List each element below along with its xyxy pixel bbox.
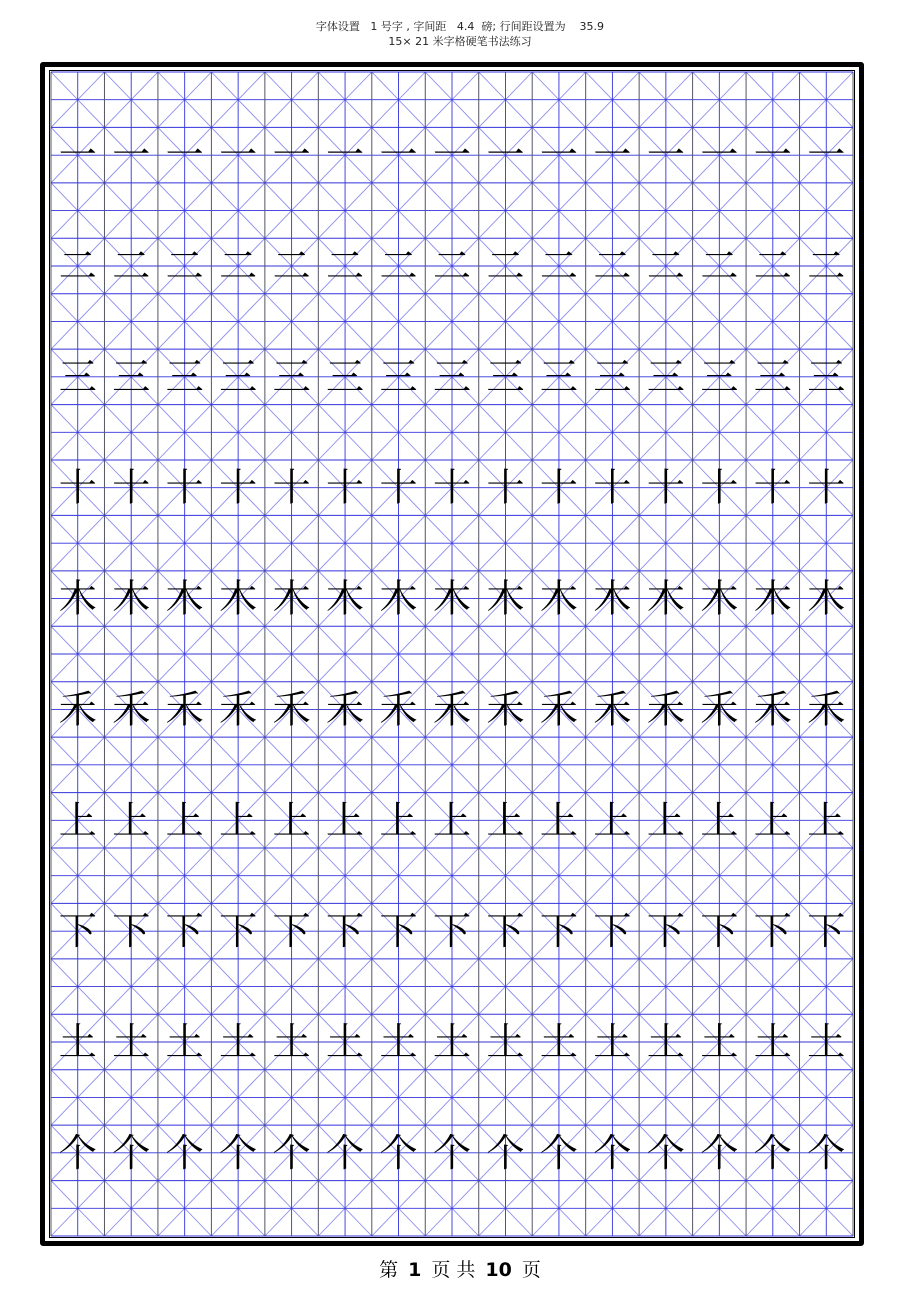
practice-character: 个 [807, 1130, 846, 1175]
practice-character: 下 [272, 909, 311, 954]
practice-character: 三 [700, 354, 739, 399]
practice-character: 三 [165, 354, 204, 399]
page-footer [0, 1257, 920, 1283]
practice-character: 土 [165, 1020, 204, 1064]
practice-character: 木 [58, 576, 97, 621]
practice-character: 禾 [807, 687, 846, 732]
practice-character: 十 [326, 465, 365, 510]
practice-character: 二 [272, 244, 311, 288]
practice-character: 木 [807, 576, 846, 621]
practice-character: 三 [646, 354, 685, 399]
practice-character: 上 [379, 798, 418, 843]
practice-character: 十 [58, 465, 97, 510]
practice-character: 二 [486, 244, 525, 288]
practice-character: 上 [593, 798, 632, 843]
practice-character: 木 [219, 576, 258, 621]
practice-character: 土 [753, 1020, 792, 1064]
header-line-1: 字体设置 1 号字 , 字间距 4.4 磅; 行间距设置为 35.9 [315, 20, 605, 33]
practice-character: 木 [432, 576, 472, 621]
practice-character: 十 [807, 465, 846, 510]
practice-character: 土 [432, 1020, 472, 1064]
practice-character: 三 [58, 354, 97, 399]
practice-character: 下 [486, 909, 525, 954]
practice-character: 一 [807, 133, 846, 178]
practice-character: 上 [165, 798, 204, 843]
practice-character: 三 [539, 354, 578, 399]
practice-character: 个 [58, 1130, 97, 1175]
practice-character: 三 [379, 354, 418, 399]
practice-character: 禾 [700, 687, 739, 732]
practice-character: 二 [112, 244, 151, 288]
practice-character: 上 [58, 798, 97, 843]
practice-character: 土 [379, 1020, 418, 1064]
practice-character: 二 [753, 244, 792, 288]
practice-character: 三 [219, 354, 258, 399]
practice-character: 禾 [432, 687, 472, 732]
practice-character: 二 [646, 244, 685, 288]
practice-character: 一 [486, 133, 525, 178]
practice-character: 一 [219, 133, 258, 178]
practice-character: 三 [432, 354, 472, 399]
practice-character: 上 [219, 798, 258, 843]
practice-character: 土 [219, 1020, 258, 1064]
practice-character: 土 [112, 1020, 151, 1064]
practice-character: 禾 [593, 687, 632, 732]
practice-character: 下 [700, 909, 739, 954]
practice-character: 木 [165, 576, 204, 621]
practice-character: 三 [593, 354, 632, 399]
practice-character: 十 [379, 465, 418, 510]
practice-character: 三 [807, 354, 846, 399]
practice-character: 上 [112, 798, 151, 843]
practice-character: 木 [326, 576, 365, 621]
header-line-2: 15× 21 米字格硬笔书法练习 [388, 35, 532, 48]
practice-character: 禾 [646, 687, 685, 732]
practice-character: 禾 [539, 687, 578, 732]
practice-character: 土 [593, 1020, 632, 1064]
practice-character: 禾 [272, 687, 311, 732]
practice-character: 一 [112, 133, 151, 178]
practice-character: 二 [700, 244, 739, 288]
practice-character: 下 [432, 909, 472, 954]
practice-character: 二 [165, 244, 204, 288]
practice-character: 十 [593, 465, 632, 510]
practice-character: 下 [219, 909, 258, 954]
practice-character: 禾 [753, 687, 792, 732]
footer-prefix: 第 [379, 1259, 399, 1281]
practice-character: 木 [272, 576, 311, 621]
footer-page-number: 1 [408, 1259, 422, 1281]
practice-character: 上 [700, 798, 739, 843]
practice-character: 个 [112, 1130, 151, 1175]
practice-character: 木 [379, 576, 418, 621]
practice-character: 禾 [326, 687, 365, 732]
practice-character: 下 [379, 909, 418, 954]
practice-character: 个 [272, 1130, 311, 1175]
practice-character: 下 [807, 909, 846, 954]
practice-character: 木 [112, 576, 151, 621]
practice-character: 木 [700, 576, 739, 621]
practice-character: 上 [539, 798, 578, 843]
practice-character: 二 [58, 244, 97, 288]
practice-character: 下 [58, 909, 97, 954]
practice-character: 上 [807, 798, 846, 843]
practice-character: 十 [219, 465, 258, 510]
practice-character: 三 [486, 354, 525, 399]
practice-character: 十 [112, 465, 151, 510]
practice-character: 个 [432, 1130, 472, 1175]
practice-character: 个 [486, 1130, 525, 1175]
practice-character: 一 [646, 133, 685, 178]
practice-character: 一 [700, 133, 739, 178]
practice-character: 土 [700, 1020, 739, 1064]
practice-character: 三 [326, 354, 365, 399]
practice-character: 个 [326, 1130, 365, 1175]
practice-character: 个 [219, 1130, 258, 1175]
practice-character: 上 [753, 798, 792, 843]
practice-character: 一 [58, 133, 97, 178]
practice-character: 二 [432, 244, 472, 288]
practice-character: 木 [646, 576, 685, 621]
practice-character: 个 [753, 1130, 792, 1175]
practice-character: 上 [432, 798, 472, 843]
practice-character: 一 [379, 133, 418, 178]
practice-character: 三 [753, 354, 792, 399]
practice-character: 禾 [112, 687, 151, 732]
practice-character: 下 [539, 909, 578, 954]
practice-character: 十 [486, 465, 525, 510]
practice-character: 二 [539, 244, 578, 288]
practice-character: 三 [112, 354, 151, 399]
practice-character: 十 [165, 465, 204, 510]
practice-character: 上 [272, 798, 311, 843]
practice-character: 禾 [219, 687, 258, 732]
practice-character: 禾 [379, 687, 418, 732]
practice-character: 上 [646, 798, 685, 843]
practice-character: 土 [807, 1020, 846, 1064]
practice-character: 一 [272, 133, 311, 178]
practice-character: 下 [165, 909, 204, 954]
practice-character: 土 [646, 1020, 685, 1064]
practice-character: 下 [593, 909, 632, 954]
practice-character: 个 [539, 1130, 578, 1175]
practice-character: 一 [753, 133, 792, 178]
practice-character: 禾 [486, 687, 525, 732]
practice-character: 一 [326, 133, 365, 178]
practice-character: 二 [219, 244, 258, 288]
practice-character: 土 [326, 1020, 365, 1064]
practice-character: 下 [753, 909, 792, 954]
practice-character: 二 [807, 244, 846, 288]
practice-character: 木 [753, 576, 792, 621]
practice-character: 上 [326, 798, 365, 843]
practice-character: 十 [432, 465, 472, 510]
practice-character: 木 [593, 576, 632, 621]
practice-character: 木 [486, 576, 525, 621]
practice-character: 土 [58, 1020, 97, 1064]
practice-character: 个 [593, 1130, 632, 1175]
footer-total-pages: 10 [485, 1259, 512, 1281]
practice-character: 个 [379, 1130, 418, 1175]
practice-character: 十 [700, 465, 739, 510]
practice-character: 土 [486, 1020, 525, 1064]
practice-character: 个 [646, 1130, 685, 1175]
practice-character: 一 [165, 133, 204, 178]
practice-character: 土 [539, 1020, 578, 1064]
practice-character: 下 [326, 909, 365, 954]
practice-character: 二 [379, 244, 418, 288]
practice-character: 下 [112, 909, 151, 954]
practice-character: 土 [272, 1020, 311, 1064]
practice-character: 三 [272, 354, 311, 399]
footer-suffix: 页 [521, 1259, 541, 1281]
practice-character: 一 [539, 133, 578, 178]
practice-character: 二 [593, 244, 632, 288]
footer-middle: 页 共 [431, 1259, 476, 1281]
practice-character: 十 [272, 465, 311, 510]
practice-character: 木 [539, 576, 578, 621]
practice-character: 禾 [58, 687, 97, 732]
practice-character: 下 [646, 909, 685, 954]
practice-character: 十 [646, 465, 685, 510]
practice-character: 个 [165, 1130, 204, 1175]
practice-character: 个 [700, 1130, 739, 1175]
practice-character: 上 [486, 798, 525, 843]
practice-character: 二 [326, 244, 365, 288]
practice-character: 十 [539, 465, 578, 510]
practice-character: 十 [753, 465, 792, 510]
practice-character: 禾 [165, 687, 204, 732]
practice-character: 一 [593, 133, 632, 178]
practice-character: 一 [432, 133, 472, 178]
